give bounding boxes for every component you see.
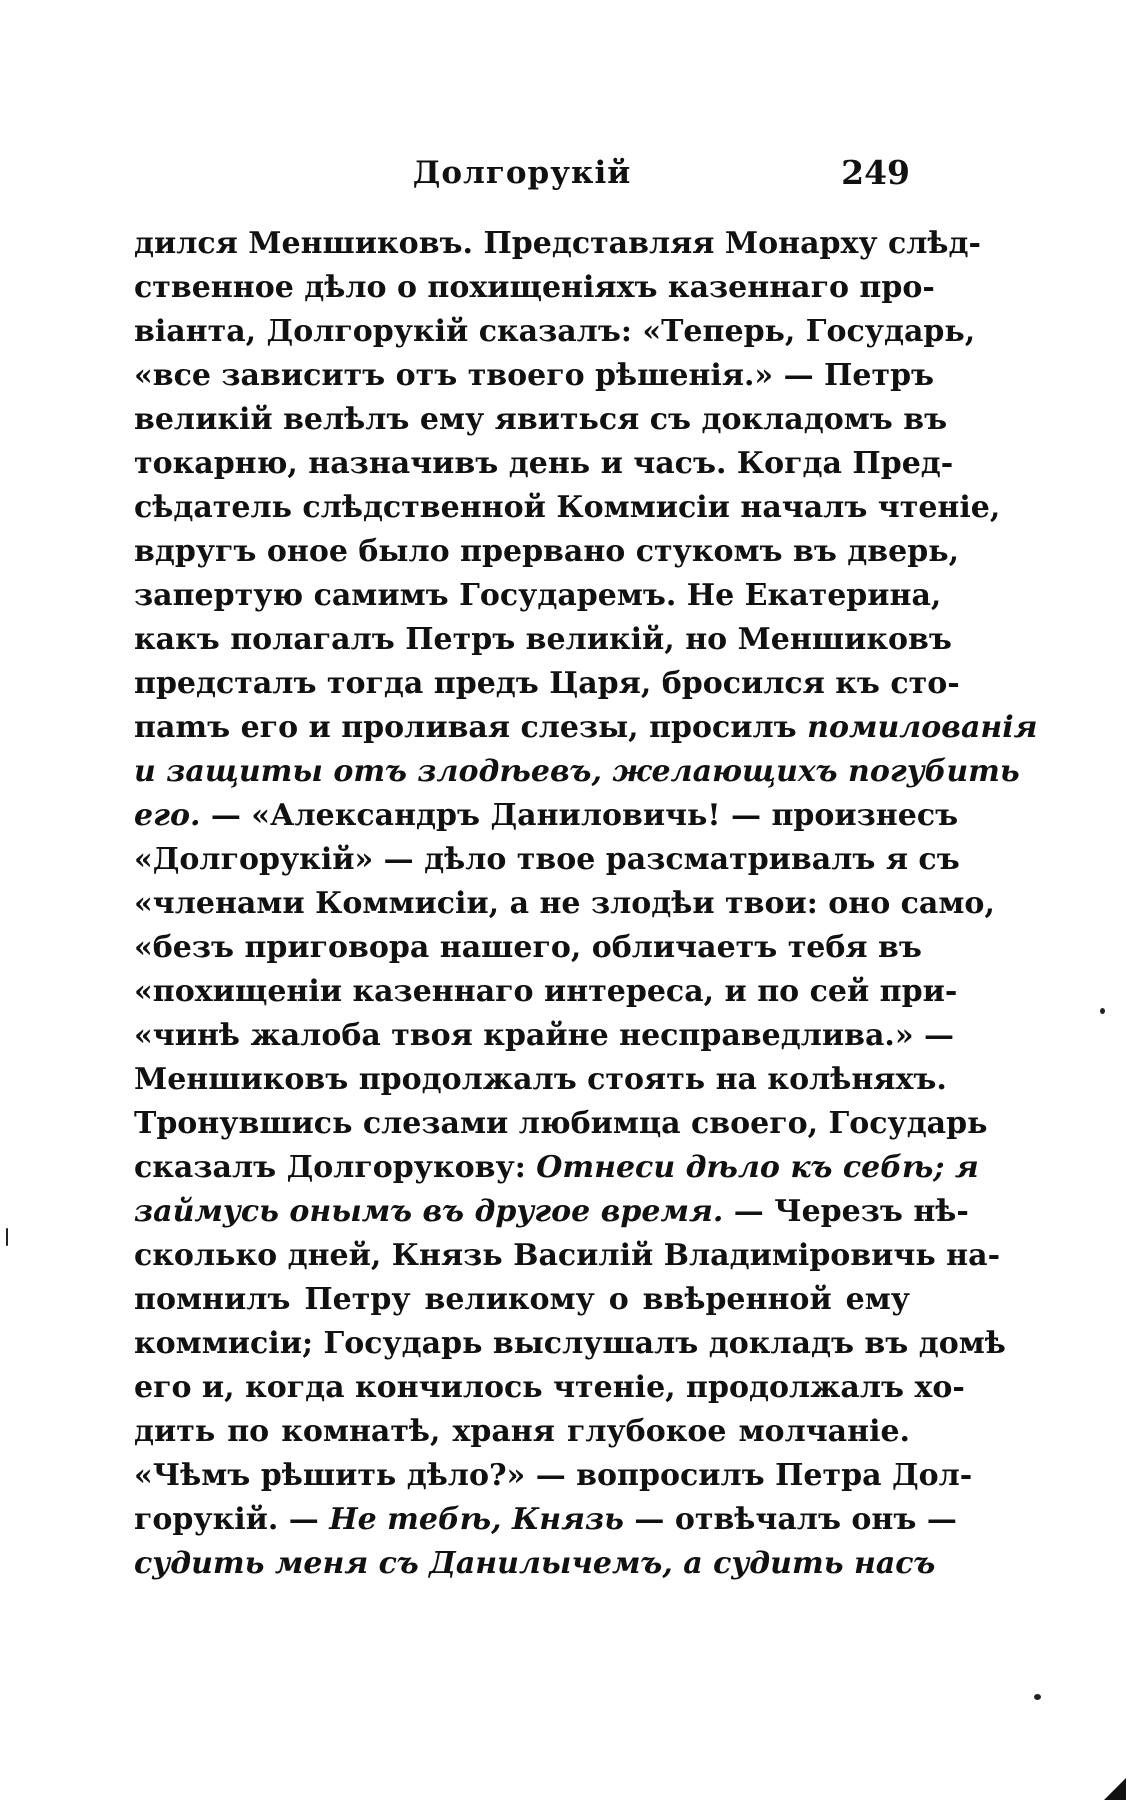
line-text: «безъ приговора нашего, обличаетъ тебя въ: [134, 930, 922, 965]
text-line: [134, 1014, 955, 1058]
line-text: «чинѣ жалоба твоя крайне несправедлива.» —: [134, 1018, 955, 1053]
text-line: [134, 1366, 965, 1410]
text-line: [134, 662, 960, 706]
text-line: [134, 1322, 1006, 1366]
text-line: [134, 838, 960, 882]
line-text: сказалъ Долгорукову:: [134, 1150, 537, 1185]
text-line: [134, 1454, 973, 1498]
text-line: [134, 706, 1038, 750]
text-line: [134, 442, 954, 486]
line-text: предсталъ тогда предъ Царя, бросился къ сто-: [134, 666, 960, 701]
line-text: сколько дней, Князь Василій Владиміровичь на-: [134, 1238, 1001, 1273]
text-line: [134, 222, 981, 266]
text-line: [134, 882, 995, 926]
line-text: дить по комнатѣ, храня глубокое молчаніе.: [134, 1414, 910, 1449]
line-text: пamъ его и проливая слезы, просилъ: [134, 710, 808, 745]
text-line: [134, 530, 960, 574]
ink-speck: [1034, 1694, 1041, 1700]
text-line: [134, 1146, 979, 1190]
text-line: [134, 794, 959, 838]
margin-mark: [6, 1228, 8, 1246]
italic-text: и защиты отъ злодѣевъ, желающихъ погубить: [134, 754, 1020, 789]
line-text: «членами Коммисіи, а не злодѣи твои: оно само,: [134, 886, 995, 921]
line-text: ственное дѣло о похищеніяхъ казеннаго про-: [134, 270, 935, 305]
text-line: [134, 266, 935, 310]
line-text: Меншиковъ продолжалъ стоять на колѣняхъ.: [134, 1062, 947, 1097]
text-line: [134, 1410, 910, 1454]
text-line: [134, 398, 948, 442]
running-head: [134, 148, 910, 198]
text-line: [134, 310, 976, 354]
line-text: великій велѣлъ ему явиться съ докладомъ въ: [134, 402, 948, 437]
italic-text: займусь онымъ въ другое время.: [134, 1194, 724, 1229]
text-line: [134, 354, 935, 398]
line-text: коммисіи; Государь выслушалъ докладъ въ домѣ: [134, 1326, 1006, 1361]
text-line: [134, 1190, 969, 1234]
line-text: помнилъ Петру великому о ввѣренной ему: [134, 1282, 910, 1317]
page-number: 249: [841, 153, 910, 192]
text-line: [134, 574, 942, 618]
text-line: [134, 926, 922, 970]
text-line: [134, 750, 1020, 794]
italic-text: помилованія: [807, 710, 1038, 745]
text-line: [134, 486, 1001, 530]
text-line: [134, 618, 952, 662]
page-corner-mark: [1104, 1778, 1126, 1800]
text-line: [134, 1278, 910, 1322]
line-text: віанта, Долгорукій сказалъ: «Теперь, Государь,: [134, 314, 976, 349]
line-text: какъ полагалъ Петръ великій, но Меншиковъ: [134, 622, 952, 657]
text-line: [134, 1542, 936, 1586]
line-text: горукій. —: [134, 1502, 330, 1537]
italic-text: Отнеси дѣло къ себѣ; я: [536, 1150, 979, 1185]
italic-text: судить меня съ Данилычемъ, а судить насъ: [134, 1546, 936, 1581]
line-text: вдругъ оное было прервано стукомъ въ дверь,: [134, 534, 960, 569]
ink-speck: [1100, 1008, 1105, 1014]
line-text: — отвѣчалъ онъ —: [623, 1502, 957, 1537]
italic-text: его.: [134, 798, 201, 833]
line-text: токарню, назначивъ день и часъ. Когда Пред-: [134, 446, 954, 481]
line-text: «все зависитъ отъ твоего рѣшенія.» — Петръ: [134, 358, 935, 393]
line-text: «Чѣмъ рѣшить дѣло?» — вопросилъ Петра Дол-: [134, 1458, 973, 1493]
text-line: [134, 1234, 1001, 1278]
line-text: дился Меншиковъ. Представляя Монарху слѣд-: [134, 226, 981, 261]
running-title: Долгорукій: [412, 155, 632, 191]
line-text: запертую самимъ Государемъ. Не Екатерина,: [134, 578, 942, 613]
line-text: — Черезъ нѣ-: [723, 1194, 969, 1229]
line-text: «похищеніи казеннаго интереса, и по сей при-: [134, 974, 958, 1009]
text-line: [134, 1058, 947, 1102]
text-line: [134, 1102, 988, 1146]
line-text: его и, когда кончилось чтеніе, продолжалъ хо-: [134, 1370, 965, 1405]
text-line: [134, 1498, 957, 1542]
line-text: сѣдатель слѣдственной Коммисіи началъ чтеніе,: [134, 490, 1001, 525]
body-text: [134, 222, 1038, 1586]
line-text: — «Александръ Даниловичь! — произнесъ: [200, 798, 959, 833]
line-text: «Долгорукій» — дѣло твое разсматривалъ я съ: [134, 842, 960, 877]
text-line: [134, 970, 958, 1014]
italic-text: Не тебѣ, Князь: [329, 1502, 624, 1537]
line-text: Тронувшись слезами любимца своего, Государь: [134, 1106, 988, 1141]
